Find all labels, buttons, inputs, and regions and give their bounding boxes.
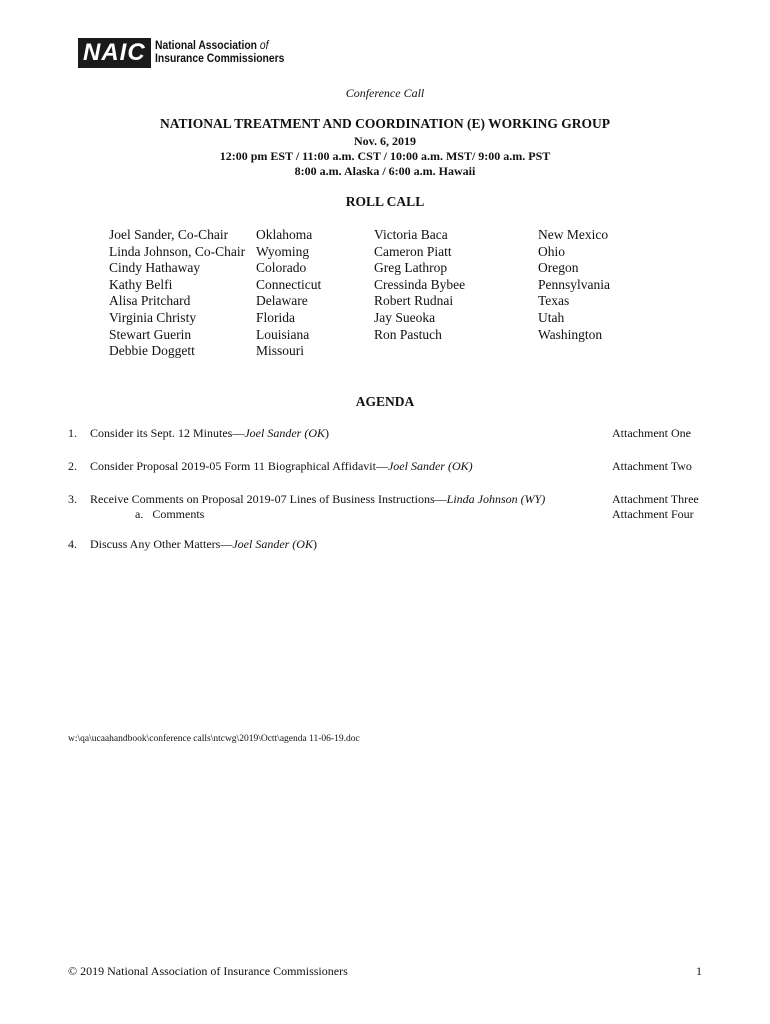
naic-logo — [78, 38, 298, 68]
agenda-item-presenter: Joel Sander (OK — [244, 426, 325, 440]
agenda-subitem-text: Comments — [152, 507, 205, 521]
roll-call-names-right — [374, 227, 465, 343]
footer-copyright: © 2019 National Association of Insurance Commissioners — [68, 964, 348, 978]
member-name: Virginia Christy — [109, 309, 197, 325]
member-state: Missouri — [256, 343, 305, 359]
agenda-item-text: Discuss Any Other Matters— — [90, 537, 233, 551]
member-name: Ron Pastuch — [374, 326, 442, 342]
member-state: Pennsylvania — [538, 276, 610, 292]
agenda-item-number: 1. — [68, 426, 77, 440]
member-state: Colorado — [256, 260, 307, 276]
logo-line-2: Insurance Commissioners — [154, 53, 285, 65]
member-name: Cressinda Bybee — [374, 276, 466, 292]
agenda-item-number: 4. — [68, 537, 77, 551]
member-state: Utah — [538, 309, 565, 325]
agenda-item-presenter: Joel Sander (OK — [232, 537, 313, 551]
member-name: Cindy Hathaway — [109, 260, 201, 276]
member-state: Oregon — [538, 260, 579, 276]
agenda-item-text: Receive Comments on Proposal 2019-07 Lines of Business Instructions— — [90, 492, 447, 506]
roll-call-states-right — [538, 227, 610, 343]
member-name: Robert Rudnai — [374, 293, 454, 309]
meeting-date: Nov. 6, 2019 — [353, 134, 416, 148]
member-name: Kathy Belfi — [109, 276, 173, 292]
roll-call-names-left — [109, 227, 245, 360]
agenda-item-text: Consider its Sept. 12 Minutes— — [90, 426, 245, 440]
conference-label: Conference Call — [345, 86, 425, 100]
agenda-item-close: ) — [325, 426, 329, 440]
member-state: Oklahoma — [256, 227, 313, 242]
member-name: Jay Sueoka — [374, 309, 436, 325]
roll-call-heading: ROLL CALL — [345, 194, 425, 209]
document-title: NATIONAL TREATMENT AND COORDINATION (E) WORKING GROUP — [159, 116, 611, 131]
member-name: Greg Lathrop — [374, 260, 448, 276]
member-name: Cameron Piatt — [374, 243, 452, 259]
agenda-item-presenter: Linda Johnson (WY) — [446, 492, 546, 506]
member-name: Linda Johnson, Co-Chair — [109, 243, 246, 259]
agenda-subitem — [135, 507, 204, 522]
logo-line-1: National Association — [154, 40, 257, 52]
agenda-item-attachment: Attachment One — [612, 426, 691, 440]
agenda-subitem-label: a. — [135, 507, 144, 521]
member-name: Debbie Doggett — [109, 343, 195, 359]
member-state: Delaware — [256, 293, 308, 309]
agenda-item-close: ) — [312, 537, 317, 551]
agenda-item-attachment: Attachment Two — [612, 459, 692, 473]
member-state: Ohio — [538, 243, 565, 259]
member-state: Wyoming — [256, 243, 310, 259]
member-name: Joel Sander, Co-Chair — [109, 227, 229, 242]
agenda-item-text: Consider Proposal 2019-05 Form 11 Biographical Affidavit— — [90, 459, 388, 473]
meeting-time-mainland: 12:00 pm EST / 11:00 a.m. CST / 10:00 a.m. MST/ 9:00 a.m. PST — [219, 149, 551, 163]
file-path: w:\qa\ucaahandbook\conference calls\ntcwg\2019\Octt\agenda 11-06-19.doc — [68, 734, 360, 744]
member-state: New Mexico — [538, 227, 609, 242]
member-state: Louisiana — [256, 326, 310, 342]
agenda-item-presenter: Joel Sander (OK) — [387, 459, 473, 473]
member-name: Alisa Pritchard — [109, 293, 191, 309]
agenda-item-number: 3. — [68, 492, 77, 506]
member-state: Texas — [538, 293, 570, 309]
member-state: Connecticut — [256, 276, 322, 292]
logo-of: of — [259, 40, 269, 52]
meeting-time-alaska-hawaii: 8:00 a.m. Alaska / 6:00 a.m. Hawaii — [294, 164, 476, 178]
member-name: Stewart Guerin — [109, 326, 192, 342]
agenda-item-attachment: Attachment Three — [612, 492, 699, 506]
agenda-heading: AGENDA — [355, 394, 415, 409]
agenda-subitem-attachment: Attachment Four — [612, 507, 694, 521]
naic-logo-mark: NAIC — [78, 38, 151, 68]
naic-logo-text — [155, 40, 284, 66]
roll-call-states-left — [256, 227, 321, 360]
member-state: Washington — [538, 326, 603, 342]
member-state: Florida — [256, 309, 295, 325]
member-name: Victoria Baca — [374, 227, 448, 242]
page-number: 1 — [696, 964, 702, 978]
agenda-item-number: 2. — [68, 459, 77, 473]
